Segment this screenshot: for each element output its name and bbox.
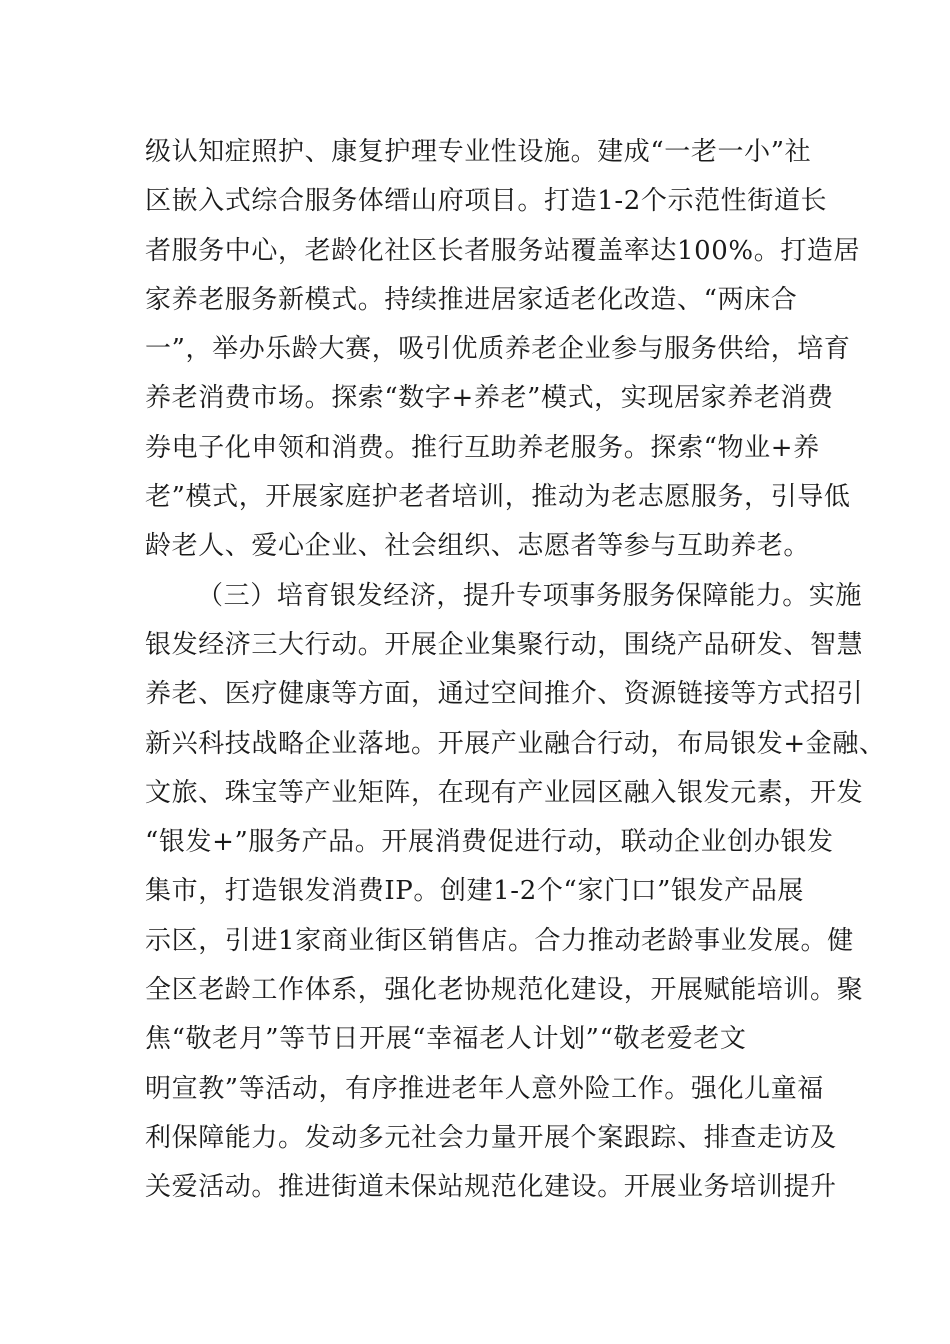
text-line: 老”模式，开展家庭护老者培训，推动为老志愿服务，引导低 <box>145 482 851 513</box>
text-line: 利保障能力。发动多元社会力量开展个案跟踪、排查走访及 <box>145 1122 837 1153</box>
text-line: 新兴科技战略企业落地。开展产业融合行动，布局银发+金融、 <box>145 728 886 759</box>
text-line: 养老消费市场。探索“数字+养老”模式，实现居家养老消费 <box>145 383 834 414</box>
text-line: 焦“敬老月”等节日开展“幸福老人计划”“敬老爱老文 <box>145 1024 747 1055</box>
text-line: 养老、医疗健康等方面，通过空间推介、资源链接等方式招引 <box>145 679 864 710</box>
text-line: “银发+”服务产品。开展消费促进行动，联动企业创办银发 <box>145 827 834 858</box>
text-line: 区嵌入式综合服务体缙山府项目。打造1-2个示范性街道长 <box>145 186 828 217</box>
text-line: 龄老人、爱心企业、社会组织、志愿者等参与互助养老。 <box>145 531 811 562</box>
text-line: 示区，引进1家商业街区销售店。合力推动老龄事业发展。健 <box>145 925 854 956</box>
text-line: 券电子化申领和消费。推行互助养老服务。探索“物业+养 <box>145 432 820 463</box>
text-line: 家养老服务新模式。持续推进居家适老化改造、“两床合 <box>145 284 798 315</box>
text-line: 一”，举办乐龄大赛，吸引优质养老企业参与服务供给，培育 <box>145 334 851 365</box>
body-text <box>145 128 886 1213</box>
text-line: 全区老龄工作体系，强化老协规范化建设，开展赋能培训。聚 <box>145 975 864 1006</box>
text-line: 文旅、珠宝等产业矩阵，在现有产业园区融入银发元素，开发 <box>145 777 864 808</box>
text-line: 集市，打造银发消费IP。创建1-2个“家门口”银发产品展 <box>145 876 805 907</box>
text-line: 明宣教”等活动，有序推进老年人意外险工作。强化儿童福 <box>145 1073 824 1104</box>
text-line: 关爱活动。推进街道未保站规范化建设。开展业务培训提升 <box>145 1172 837 1203</box>
text-line: 者服务中心，老龄化社区长者服务站覆盖率达100%。打造居 <box>145 235 861 266</box>
section-heading-line: （三）培育银发经济，提升专项事务服务保障能力。实施 <box>197 580 863 611</box>
text-line: 级认知症照护、康复护理专业性设施。建成“一老一小”社 <box>145 137 812 167</box>
text-line: 银发经济三大行动。开展企业集聚行动，围绕产品研发、智慧 <box>145 629 864 660</box>
